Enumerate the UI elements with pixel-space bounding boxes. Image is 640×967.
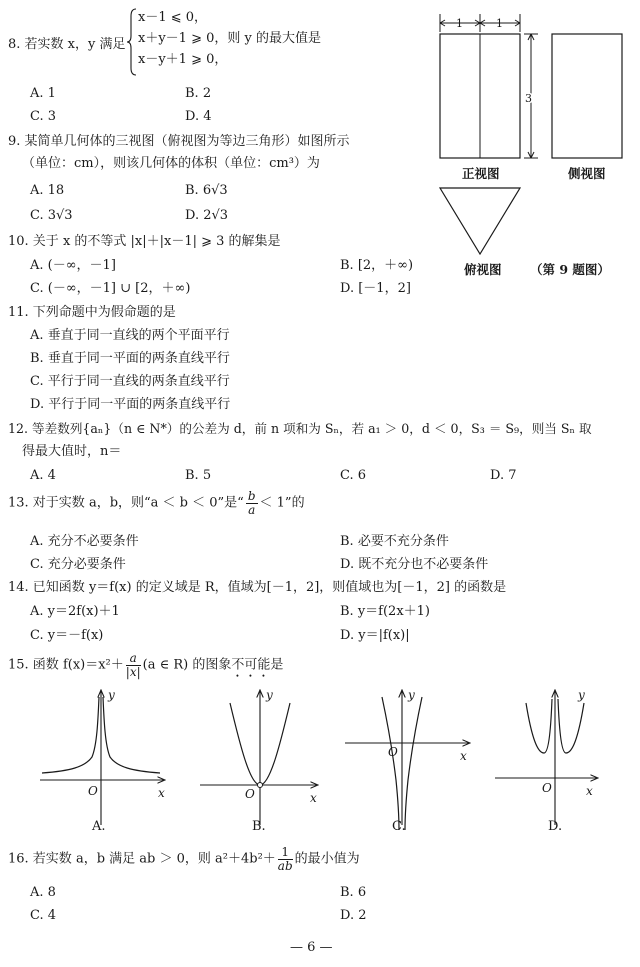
q10-option-c: C. (－∞，－1] ∪ [2，＋∞)	[30, 281, 191, 296]
q8-option-b: B. 2	[185, 86, 212, 101]
q9-dim-3: 3	[525, 92, 532, 105]
q14-option-d: D. y＝|f(x)|	[340, 628, 410, 643]
q11-option-a: A. 垂直于同一直线的两个平面平行	[30, 328, 230, 343]
q15-graph-c-curve-left	[382, 697, 399, 830]
q15-graph-a-y-label: y	[108, 688, 115, 702]
q13-option-a: A. 充分不必要条件	[30, 534, 139, 549]
q15-graph-c-x-label: x	[460, 749, 467, 763]
q15-graph-c-origin: O	[388, 745, 398, 759]
q15-stem	[8, 652, 283, 681]
q10-option-b: B. [2，＋∞)	[340, 258, 414, 273]
q12-line-1: 12. 等差数列{aₙ}（n ∈ N*）的公差为 d，前 n 项和为 Sₙ，若 a₁ ＞ 0，d ＜ 0，S₃ ＝ S₉，则当 Sₙ 取	[8, 421, 592, 436]
q15-graph-d-curve-left	[526, 699, 552, 753]
q15-frac-num: a	[126, 652, 141, 666]
q16-stem-before: 16. 若实数 a，b 满足 ab ＞ 0，则 a²＋4b²＋	[8, 851, 276, 867]
page-number: — 6 —	[290, 940, 333, 955]
q15-graph-b-x-label: x	[310, 791, 317, 805]
q12-option-d: D. 7	[490, 468, 517, 483]
q8-system	[138, 10, 321, 73]
q15-stem-after: 是	[270, 657, 284, 673]
q13-stem-before: 13. 对于实数 a，b，则“a ＜ b ＜ 0”是“	[8, 495, 244, 511]
q9-caption: （第 9 题图）	[530, 262, 610, 277]
q9-front-label: 正视图	[462, 166, 500, 181]
q16-frac-den: ab	[277, 858, 293, 873]
q9-line-2: （单位：cm），则该几何体的体积（单位：cm³）为	[22, 156, 320, 171]
q8-constraint-2: x＋y－1 ⩾ 0，则 y 的最大值是	[138, 31, 321, 46]
q8-option-c: C. 3	[30, 109, 57, 124]
q8-stem-text: 若实数 x，y 满足	[24, 37, 126, 52]
q13-option-b: B. 必要不充分条件	[340, 534, 449, 549]
q15-graph-a-curve-left	[42, 697, 99, 773]
q16-option-d: D. 2	[340, 908, 367, 923]
q15-graph-b-y-label: y	[266, 688, 273, 702]
q9-top-view	[440, 188, 520, 254]
q16-fraction	[278, 846, 293, 872]
q9-dim-1a: 1	[456, 17, 463, 30]
q16-option-b: B. 6	[340, 885, 367, 900]
q8-stem	[8, 37, 126, 53]
q9-three-view-figure	[430, 10, 635, 280]
q8-option-a: A. 1	[30, 86, 56, 101]
q9-option-c: C. 3√3	[30, 208, 73, 223]
q10-option-a: A. (－∞，－1]	[30, 258, 116, 273]
q15-graph-c	[345, 688, 470, 830]
q16-option-a: A. 8	[30, 885, 56, 900]
q9-top-label: 俯视图	[464, 262, 502, 277]
q10-option-d: D. [－1，2]	[340, 281, 411, 296]
q15-graph-a-origin: O	[88, 784, 98, 798]
q8-constraint-1: x－1 ⩽ 0，	[138, 10, 208, 25]
q13-fraction	[246, 490, 258, 516]
q15-graph-d-curve-right	[558, 699, 584, 753]
q16-option-c: C. 4	[30, 908, 57, 923]
q14-option-c: C. y＝－f(x)	[30, 628, 104, 643]
q15-graph-b-hole	[258, 783, 263, 788]
q10-stem: 10. 关于 x 的不等式 |x|＋|x－1| ⩾ 3 的解集是	[8, 234, 281, 249]
q16-stem-after: 的最小值为	[294, 851, 360, 867]
q9-side-view	[552, 34, 622, 158]
q15-graph-d-x-label: x	[586, 784, 593, 798]
q9-option-d: D. 2√3	[185, 208, 229, 223]
q13-frac-num: b	[247, 489, 256, 503]
q13-stem-after: ＜ 1”的	[259, 495, 305, 511]
q15-graph-b	[200, 688, 318, 825]
q9-option-a: A. 18	[30, 183, 65, 198]
q14-option-b: B. y＝f(2x＋1)	[340, 604, 430, 619]
q15-stem-emph: 不可能	[231, 657, 271, 673]
q13-option-c: C. 充分必要条件	[30, 557, 126, 572]
q15-frac-den: |x|	[125, 664, 141, 679]
q15-graph-b-origin: O	[245, 787, 255, 801]
q15-label-d: D.	[548, 819, 563, 834]
q15-graph-c-curve-right	[405, 697, 422, 830]
q12-option-b: B. 5	[185, 468, 212, 483]
q15-graph-a	[40, 688, 165, 825]
q15-graph-d-origin: O	[542, 781, 552, 795]
q13-option-d: D. 既不充分也不必要条件	[340, 557, 489, 572]
q15-fraction	[126, 652, 141, 678]
q9-line-1: 9. 某简单几何体的三视图（俯视图为等边三角形）如图所示	[8, 134, 350, 149]
q12-option-c: C. 6	[340, 468, 367, 483]
q15-label-a: A.	[92, 819, 106, 834]
q13-frac-den: a	[248, 502, 256, 517]
q15-label-b: B.	[252, 819, 266, 834]
q13-stem	[8, 490, 305, 516]
q8-option-d: D. 4	[185, 109, 212, 124]
q9-side-label: 侧视图	[568, 166, 606, 181]
q15-graph-a-x-label: x	[158, 786, 165, 800]
q8-constraint-3: x－y＋1 ⩾ 0，	[138, 52, 228, 67]
q15-graph-c-y-label: y	[408, 688, 415, 702]
q9-dim-1b: 1	[496, 17, 503, 30]
q12-option-a: A. 4	[30, 468, 56, 483]
q8-number: 8.	[8, 37, 21, 52]
q12-line-2: 得最大值时，n＝	[22, 444, 122, 459]
q15-stem-mid: (a ∈ R) 的图象	[142, 657, 232, 673]
q16-frac-num: 1	[278, 846, 293, 860]
q15-graph-d-y-label: y	[578, 688, 585, 702]
q11-stem: 11. 下列命题中为假命题的是	[8, 305, 176, 320]
q16-stem	[8, 846, 360, 872]
q11-option-b: B. 垂直于同一平面的两条直线平行	[30, 351, 230, 366]
q15-label-c: C.	[392, 819, 406, 834]
q14-stem: 14. 已知函数 y＝f(x) 的定义域是 R，值域为[－1，2]，则值域也为[－1，2] 的函数是	[8, 580, 507, 595]
q15-graphs	[30, 685, 600, 840]
q14-option-a: A. y＝2f(x)＋1	[30, 604, 120, 619]
q11-option-c: C. 平行于同一直线的两条直线平行	[30, 374, 230, 389]
q15-stem-before: 15. 函数 f(x)＝x²＋	[8, 657, 124, 673]
q15-graph-a-curve-right	[103, 697, 160, 773]
q11-option-d: D. 平行于同一平面的两条直线平行	[30, 397, 231, 412]
q8-brace	[127, 8, 137, 76]
q15-graph-d	[495, 688, 598, 825]
q9-option-b: B. 6√3	[185, 183, 228, 198]
q9-top-dimension	[440, 14, 520, 32]
